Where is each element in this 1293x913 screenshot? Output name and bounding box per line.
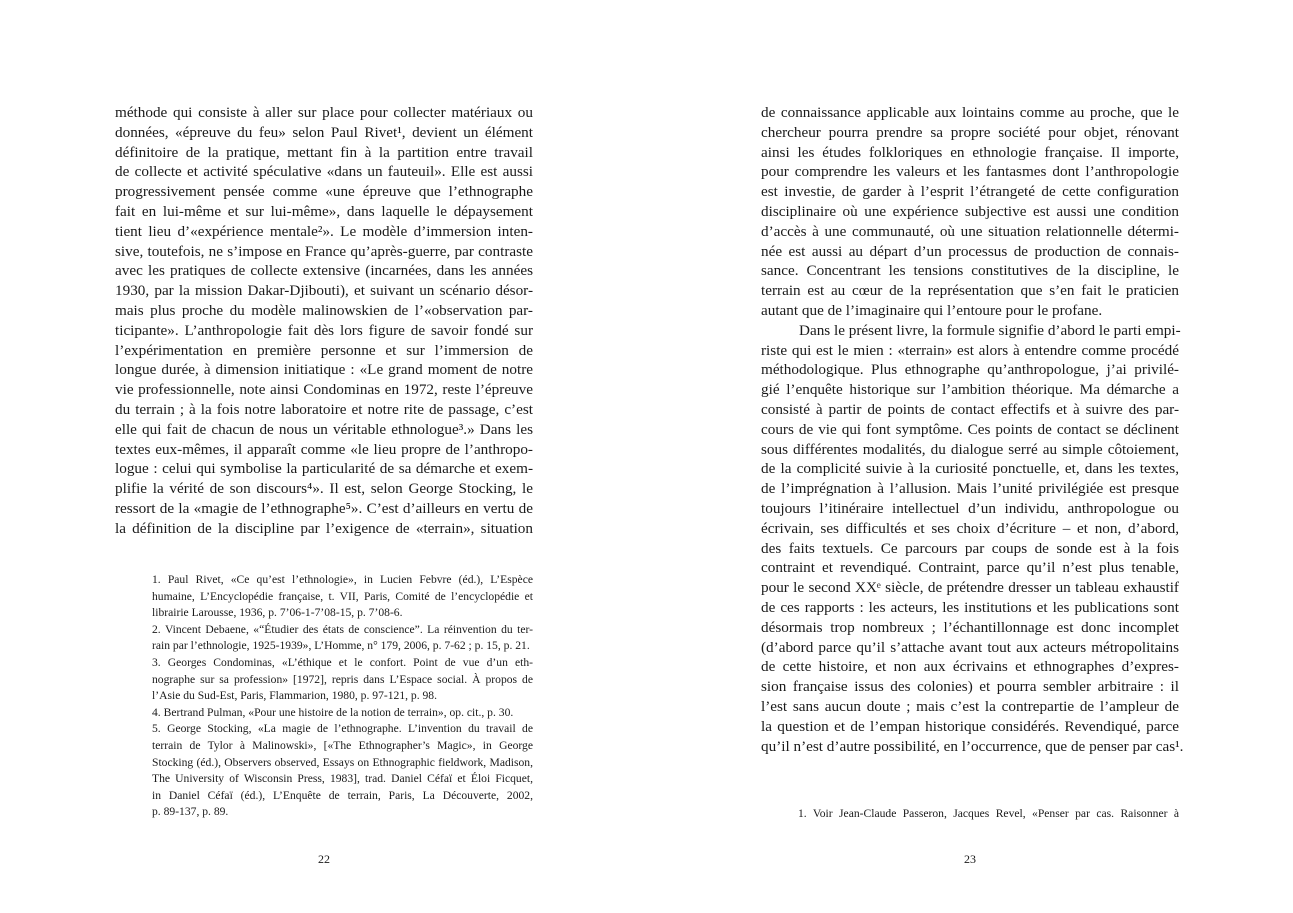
footnote-line: p. 89-137, p. 89.: [152, 805, 229, 819]
body-line: d’accès à une communauté, où une situation relationnelle détermi-: [761, 222, 1179, 240]
body-line: l’expérimentation en première personne et sur l’immersion de: [115, 341, 533, 359]
left-footnotes: [152, 572, 533, 821]
body-line: toujours l’itinéraire intellectuel d’un individu, anthropologue ou: [761, 499, 1179, 517]
right-page: [646, 0, 1293, 913]
body-line: du terrain ; à la fois notre laboratoire et notre rite de passage, c’est: [115, 400, 533, 418]
body-line: terrain est au cœur de la représentation que s’en fait le praticien: [761, 282, 1179, 300]
body-line: de cette histoire, et non aux écrivains et ethnographes d’expres-: [761, 658, 1179, 676]
body-line: de ces rapports : les acteurs, les institutions et les publications sont: [761, 598, 1179, 616]
body-line: progressivement pensée comme «une épreuve que l’ethnographe: [115, 183, 533, 201]
body-line: Dans le présent livre, la formule signifie d’abord le parti empi-: [799, 321, 1181, 339]
left-page: [0, 0, 646, 913]
footnote-line: rain par l’ethnologie, 1925-1939», L’Homme, n° 179, 2006, p. 7-62 ; p. 15, p. 21.: [152, 639, 530, 653]
footnote-line: 5. George Stocking, «La magie de l’ethnographe. L’invention du travail de: [152, 722, 533, 736]
body-line: sous différentes modalités, du dialogue serré au simple côtoiement,: [761, 440, 1179, 458]
footnote-line: nographe sur sa profession» [1972], repris dans L’Espace social. À propos de: [152, 672, 533, 686]
body-line: ressort de la «magie de l’ethnographe⁵». C’est d’ailleurs en vertu de: [115, 499, 533, 517]
footnote-line: librairie Larousse, 1936, p. 7’06-1-7’08-15, p. 7’08-6.: [152, 606, 403, 620]
body-line: de l’imprégnation à l’allusion. Mais l’unité privilégiée est presque: [761, 480, 1179, 498]
body-line: des faits textuels. Ce parcours par coups de sonde est à la fois: [761, 539, 1179, 557]
body-line: définitoire de la pratique, mettant fin à la partition entre travail: [115, 143, 533, 161]
footnote-line: terrain de Tylor à Malinowski», [«The Ethnographer’s Magic», in George: [152, 738, 533, 752]
body-line: désormais trop nombreux ; l’échantillonnage est donc incomplet: [761, 618, 1179, 636]
footnote-line: Stocking (éd.), Observers observed, Essays on Ethnographic fieldwork, Madison,: [152, 755, 533, 769]
body-line: qu’il n’est d’autre possibilité, en l’occurrence, que de penser par cas¹.: [761, 737, 1184, 755]
body-line: autant que de l’imaginaire qui l’entoure pour le profane.: [761, 301, 1103, 319]
body-line: sive, toutefois, ne s’impose en France qu’après-guerre, par contraste: [115, 242, 533, 260]
body-line: ticipante». L’anthropologie fait dès lors figure de savoir fondé sur: [115, 321, 533, 339]
body-line: plifie la vérité de son discours⁴». Il est, selon George Stocking, le: [115, 480, 533, 498]
footnote: [152, 721, 533, 821]
footnote: [798, 806, 1179, 823]
body-line: méthode qui consiste à aller sur place pour collecter matériaux ou: [115, 104, 533, 121]
footnote-line: 3. Georges Condominas, «L’éthique et le confort. Point de vue d’un eth-: [152, 655, 533, 669]
body-line: riste qui est le mien : «terrain» est alors à entendre comme procédé: [761, 341, 1179, 359]
body-line: l’est sans aucun doute ; mais c’est la contrepartie de l’ampleur de: [761, 697, 1179, 715]
footnote: [152, 655, 533, 705]
footnote-line: 1. Voir Jean-Claude Passeron, Jacques Revel, «Penser par cas. Raisonner à: [798, 807, 1179, 820]
body-line: consisté à partir de points de contact effectifs et à suivre des par-: [761, 400, 1179, 418]
body-line: la question et de l’empan historique considérés. Revendiqué, parce: [761, 717, 1179, 735]
left-body-text: [115, 103, 533, 539]
footnote-line: 4. Bertrand Pulman, «Pour une histoire de la notion de terrain», op. cit., p. 30.: [152, 705, 514, 719]
body-line: données, «épreuve du feu» selon Paul Rivet¹, devient un élément: [115, 123, 533, 141]
right-footnotes: [798, 806, 1179, 823]
footnote: [152, 705, 533, 722]
body-line: mais plus proche du modèle malinowskien de l’«observation par-: [115, 301, 533, 319]
body-line: avec les pratiques de collecte extensive (incarnées, dans les années: [115, 262, 533, 280]
body-line: méthodologique. Plus ethnographe qu’anthropologue, j’ai privilé-: [761, 361, 1179, 379]
body-line: logue : celui qui symbolise la particularité de sa démarche et exem-: [115, 460, 533, 478]
footnote-line: l’Asie du Sud-Est, Paris, Flammarion, 1980, p. 97-121, p. 98.: [152, 689, 437, 703]
body-line: (d’abord parce qu’il s’attache avant tout aux acteurs métropolitains: [761, 638, 1179, 656]
body-line: écrivain, ses difficultés et ses choix d’écriture – et non, d’abord,: [761, 519, 1179, 537]
body-line: pour le second XXᵉ siècle, de prétendre dresser un tableau exhaustif: [761, 579, 1179, 597]
footnote-line: The University of Wisconsin Press, 1983], trad. Daniel Céfaï et Éloi Ficquet,: [152, 772, 533, 786]
body-line: disciplinaire où une expérience subjective est aussi une condition: [761, 202, 1179, 220]
body-line: sion française issus des colonies) et pourra sembler arbitraire : il: [761, 678, 1179, 696]
body-line: sance. Concentrant les tensions constitutives de la discipline, le: [761, 262, 1179, 280]
body-line: de collecte et activité spéculative «dans un fauteuil». Elle est aussi: [115, 163, 533, 181]
right-body-text: [761, 103, 1184, 756]
body-line: textes eux-mêmes, il apparaît comme «le lieu propre de l’anthropo-: [115, 440, 533, 458]
footnote-line: in Daniel Céfaï (éd.), L’Enquête de terrain, Paris, La Découverte, 2002,: [152, 788, 533, 802]
body-line: cours de vie qui font symptôme. Ces points de contact se déclinent: [761, 420, 1179, 438]
footnote: [152, 622, 533, 655]
body-line: fait en lui-même et sur lui-même», dans laquelle le dépaysement: [115, 202, 533, 220]
footnote-line: 2. Vincent Debaene, «“Étudier des états de conscience”. La réinvention du ter-: [152, 622, 533, 636]
body-line: longue durée, à dimension initiatique : «Le grand moment de notre: [115, 361, 533, 379]
body-line: elle qui fait de chacun de nous un véritable ethnologue³.» Dans les: [115, 420, 533, 438]
body-line: chercheur pourra prendre sa propre société pour objet, rénovant: [761, 123, 1179, 141]
body-line: de la complicité suivie à la curiosité ponctuelle, et, dans les textes,: [761, 460, 1179, 478]
page-number-right: 23: [964, 852, 976, 866]
body-line: ainsi les études folkloriques en ethnologie française. Il importe,: [761, 143, 1179, 161]
body-line: contraint et revendiqué. Contraint, parce qu’il n’est plus tenable,: [761, 559, 1179, 577]
footnote-line: 1. Paul Rivet, «Ce qu’est l’ethnologie», in Lucien Febvre (éd.), L’Espèce: [152, 573, 533, 586]
page-number-left: 22: [318, 852, 330, 866]
body-line: gié l’enquête historique sur l’ambition théorique. Ma démarche a: [761, 381, 1179, 399]
body-line: pour comprendre les valeurs et les fantasmes dont l’anthropologie: [761, 163, 1179, 181]
body-line: de connaissance applicable aux lointains comme au proche, que le: [761, 104, 1179, 121]
footnote-line: humaine, L’Encyclopédie française, t. VII, Paris, Comité de l’encyclopédie et: [152, 589, 533, 603]
body-line: 1930, par la mission Dakar-Djibouti), et suivant un scénario désor-: [115, 282, 533, 300]
body-line: est investie, de garder à l’esprit l’étrangeté de cette configuration: [761, 183, 1179, 201]
body-line: née est aussi au départ d’un processus de production de connais-: [761, 242, 1179, 260]
body-line: tient lieu d’«expérience mentale²». Le modèle d’immersion inten-: [115, 222, 533, 240]
footnote: [152, 572, 533, 622]
body-line: la définition de la discipline par l’exigence de «terrain», situation: [115, 519, 533, 537]
body-line: vie professionnelle, note ainsi Condominas en 1972, reste l’épreuve: [115, 381, 533, 399]
